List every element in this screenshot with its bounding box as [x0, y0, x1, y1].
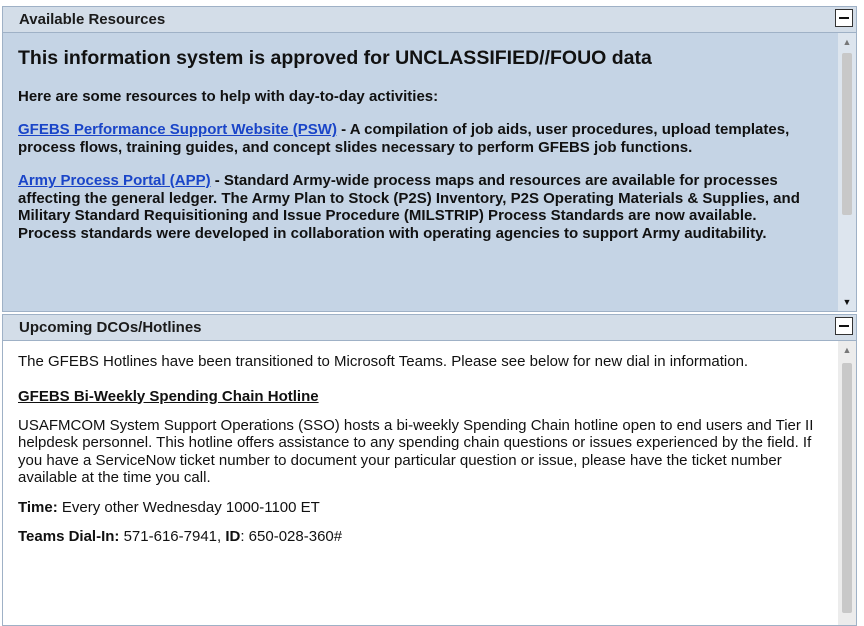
resources-scrollbar[interactable] [838, 33, 856, 311]
time-value: Every other Wednesday 1000-1100 ET [57, 498, 320, 516]
app-description: - Standard Army-wide process maps and resources are available for processes affecting the general ledger. The Army Plan to Stock (P2S) Inventory, P2S Operating Materials & Supplies, and Military Standard Requisitioning and Issue Procedure (MILSTRIP) Process Standards are now available. Process standards were developed in collaboration with operating agencies to support Army auditability. [18, 172, 800, 242]
scroll-up-icon[interactable]: ▲ [842, 345, 852, 355]
dial-in-number: 571-616-7941, [119, 528, 226, 545]
hotlines-title: Upcoming DCOs/Hotlines [19, 319, 202, 336]
id-label: ID [225, 528, 241, 545]
hotlines-body [3, 341, 838, 625]
hotline-dial-in [18, 528, 818, 546]
app-link[interactable]: Army Process Portal (APP) [18, 172, 211, 189]
hotlines-scrollbar[interactable] [838, 341, 856, 625]
resource-item-app [18, 172, 818, 242]
time-label: Time: [18, 498, 58, 516]
available-resources-panel [2, 6, 857, 312]
minus-icon [839, 325, 849, 327]
psw-description: - A compilation of job aids, user procedures, upload templates, process flows, training guides, and concept slides necessary to perform GFEBS job functions. [18, 121, 790, 156]
available-resources-body [3, 33, 838, 311]
psw-link[interactable]: GFEBS Performance Support Website (PSW) [18, 121, 337, 138]
resource-item-psw [18, 121, 818, 156]
resources-intro: Here are some resources to help with day-to-day activities: [18, 88, 439, 105]
scroll-up-icon[interactable]: ▲ [842, 37, 852, 47]
collapse-resources-button[interactable] [835, 9, 853, 27]
id-value: : 650-028-360# [240, 528, 343, 545]
available-resources-header [3, 7, 856, 33]
teams-transition-notice: The GFEBS Hotlines have been transitioned to Microsoft Teams. Please see below for new dial in information. [18, 353, 749, 370]
hotline-description: USAFMCOM System Support Operations (SSO) hosts a bi-weekly Spending Chain hotline open to end users and Tier II helpdesk personnel. This hotline offers assistance to any spending chain questions or issues experienced by the field. If you have a ServiceNow ticket number to document your particular question or issue, please have the ticket number available at the time you call. [18, 416, 814, 486]
dial-in-label: Teams Dial-In: [18, 528, 120, 545]
scroll-down-icon[interactable]: ▼ [842, 297, 852, 307]
hotline-time [18, 499, 818, 517]
available-resources-title: Available Resources [19, 11, 166, 28]
resources-scroll-thumb[interactable] [842, 53, 852, 215]
minus-icon [839, 17, 849, 19]
classification-banner: This information system is approved for UNCLASSIFIED//FOUO data [18, 47, 652, 69]
hotline-title: GFEBS Bi-Weekly Spending Chain Hotline [18, 387, 319, 405]
hotlines-header [3, 315, 856, 341]
hotlines-scroll-thumb[interactable] [842, 363, 852, 613]
hotlines-panel [2, 314, 857, 626]
collapse-hotlines-button[interactable] [835, 317, 853, 335]
